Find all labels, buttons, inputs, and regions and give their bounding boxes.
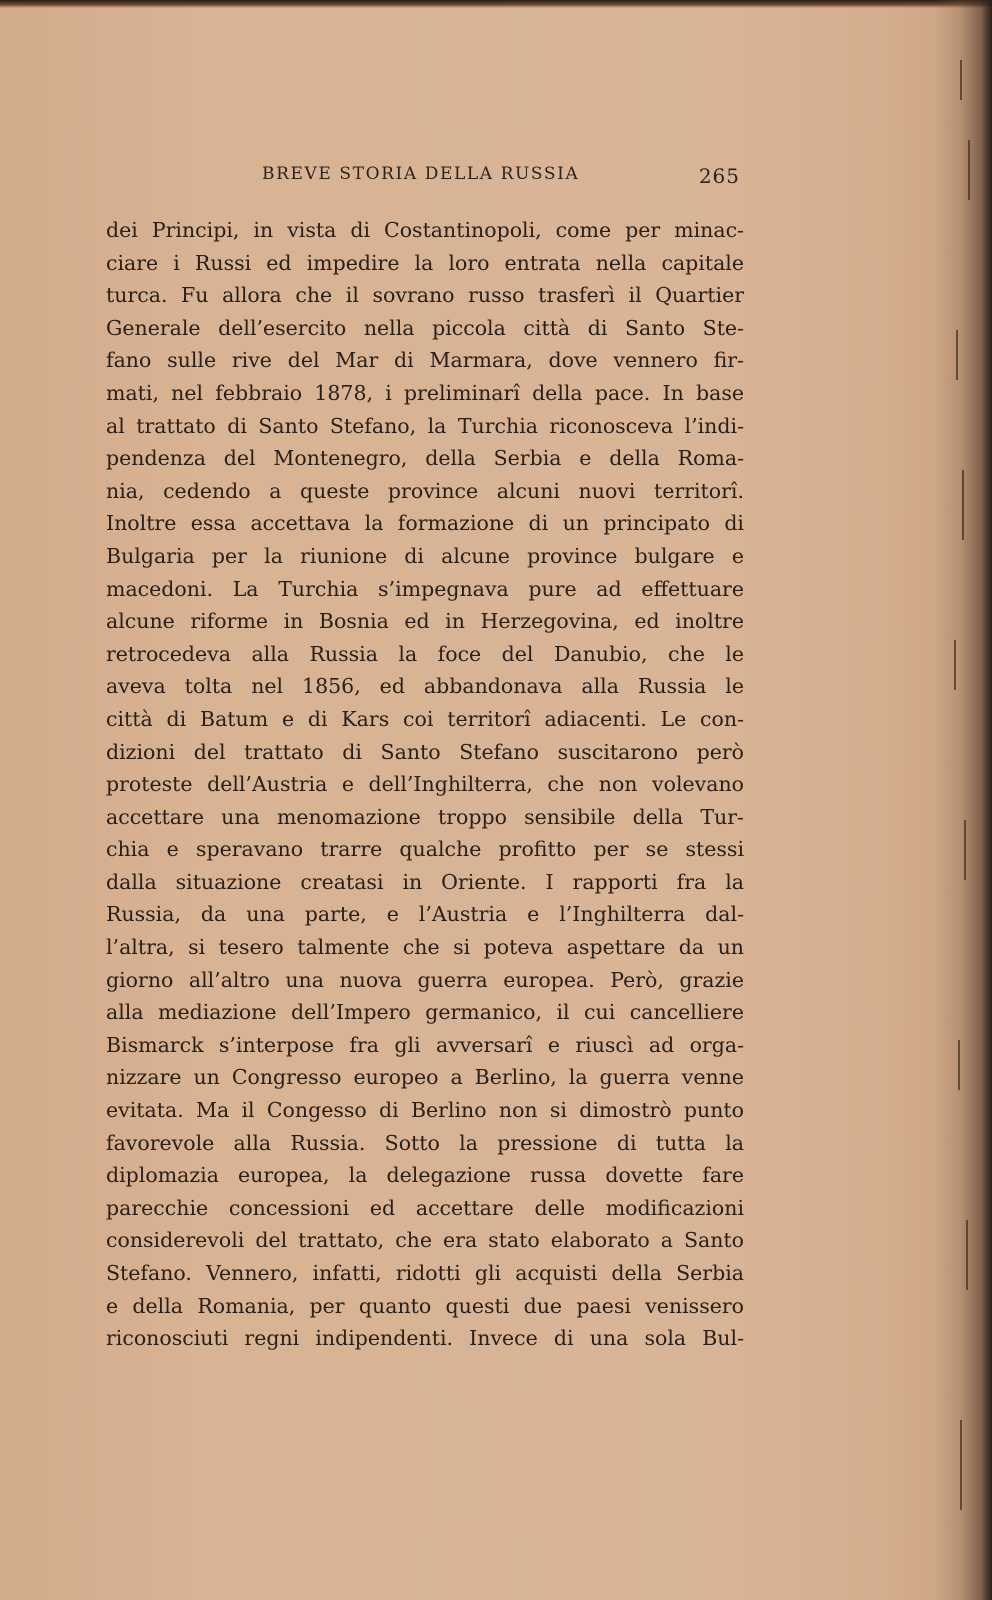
text-line: Bismarck s’interpose fra gli avversarî e riuscì ad orga- xyxy=(106,1032,744,1057)
text-line: ciare i Russi ed impedire la loro entrata nella capitale xyxy=(106,250,744,275)
text-line: aveva tolta nel 1856, ed abbandonava alla Russia le xyxy=(106,674,744,699)
text-line: l’altra, si tesero talmente che si poteva aspettare da un xyxy=(106,935,744,960)
text-line: città di Batum e di Kars coi territorî adiacenti. Le con- xyxy=(106,706,744,731)
text-line: retrocedeva alla Russia la foce del Danubio, che le xyxy=(106,641,744,666)
edge-mark xyxy=(960,60,962,100)
text-line: al trattato di Santo Stefano, la Turchia riconosceva l’indi- xyxy=(106,413,744,438)
edge-mark xyxy=(968,140,970,200)
page-right-edge xyxy=(934,0,992,1600)
page-top-edge xyxy=(0,0,992,8)
text-line: Bulgaria per la riunione di alcune province bulgare e xyxy=(106,543,744,568)
page-header xyxy=(110,164,740,190)
text-line: considerevoli del trattato, che era stato elaborato a Santo xyxy=(106,1228,744,1253)
text-line: pendenza del Montenegro, della Serbia e della Roma- xyxy=(106,446,744,471)
text-line: mati, nel febbraio 1878, i preliminarî della pace. In base xyxy=(106,380,744,405)
text-line: diplomazia europea, la delegazione russa dovette fare xyxy=(106,1163,744,1188)
text-line: Stefano. Vennero, infatti, ridotti gli acquisti della Serbia xyxy=(106,1261,744,1285)
text-line: riconosciuti regni indipendenti. Invece di una sola Bul- xyxy=(106,1326,744,1351)
text-line: Inoltre essa accettava la formazione di un principato di xyxy=(106,511,744,536)
text-line: e della Romania, per quanto questi due paesi venissero xyxy=(106,1293,744,1318)
text-line: alcune riforme in Bosnia ed in Herzegovina, ed inoltre xyxy=(106,609,744,634)
text-line: alla mediazione dell’Impero germanico, il cui cancelliere xyxy=(106,1000,744,1025)
text-line: fano sulle rive del Mar di Marmara, dove vennero fir- xyxy=(106,348,744,373)
text-line: dizioni del trattato di Santo Stefano suscitarono però xyxy=(106,739,744,764)
text-line: giorno all’altro una nuova guerra europea. Però, grazie xyxy=(106,967,744,992)
edge-mark xyxy=(960,1420,962,1510)
text-line: chia e speravano trarre qualche profitto per se stessi xyxy=(106,837,744,862)
text-line: proteste dell’Austria e dell’Inghilterra, che non volevano xyxy=(106,772,744,797)
text-line: favorevole alla Russia. Sotto la pressione di tutta la xyxy=(106,1130,744,1155)
text-line: macedoni. La Turchia s’impegnava pure ad effettuare xyxy=(106,576,744,601)
body-text xyxy=(106,214,744,1355)
edge-mark xyxy=(956,330,958,380)
text-line: nia, cedendo a queste province alcuni nuovi territorî. xyxy=(106,478,744,503)
running-head: BREVE STORIA DELLA RUSSIA xyxy=(262,164,580,184)
text-line: dei Principi, in vista di Costantinopoli, come per minac- xyxy=(106,218,744,242)
text-line: nizzare un Congresso europeo a Berlino, la guerra venne xyxy=(106,1065,744,1090)
text-line: Generale dell’esercito nella piccola città di Santo Ste- xyxy=(106,315,744,340)
page-number: 265 xyxy=(698,164,740,188)
text-line: Russia, da una parte, e l’Austria e l’Inghilterra dal- xyxy=(106,902,744,927)
text-line: parecchie concessioni ed accettare delle modificazioni xyxy=(106,1195,744,1220)
edge-mark xyxy=(962,470,964,540)
edge-mark xyxy=(954,640,956,690)
edge-mark xyxy=(958,1040,960,1090)
text-line: dalla situazione creatasi in Oriente. I rapporti fra la xyxy=(106,869,744,894)
text-line: turca. Fu allora che il sovrano russo trasferì il Quartier xyxy=(106,283,744,308)
edge-mark xyxy=(966,1220,968,1290)
edge-mark xyxy=(964,820,966,880)
text-line: evitata. Ma il Congesso di Berlino non si dimostrò punto xyxy=(106,1098,744,1123)
text-line: accettare una menomazione troppo sensibile della Tur- xyxy=(106,804,744,829)
